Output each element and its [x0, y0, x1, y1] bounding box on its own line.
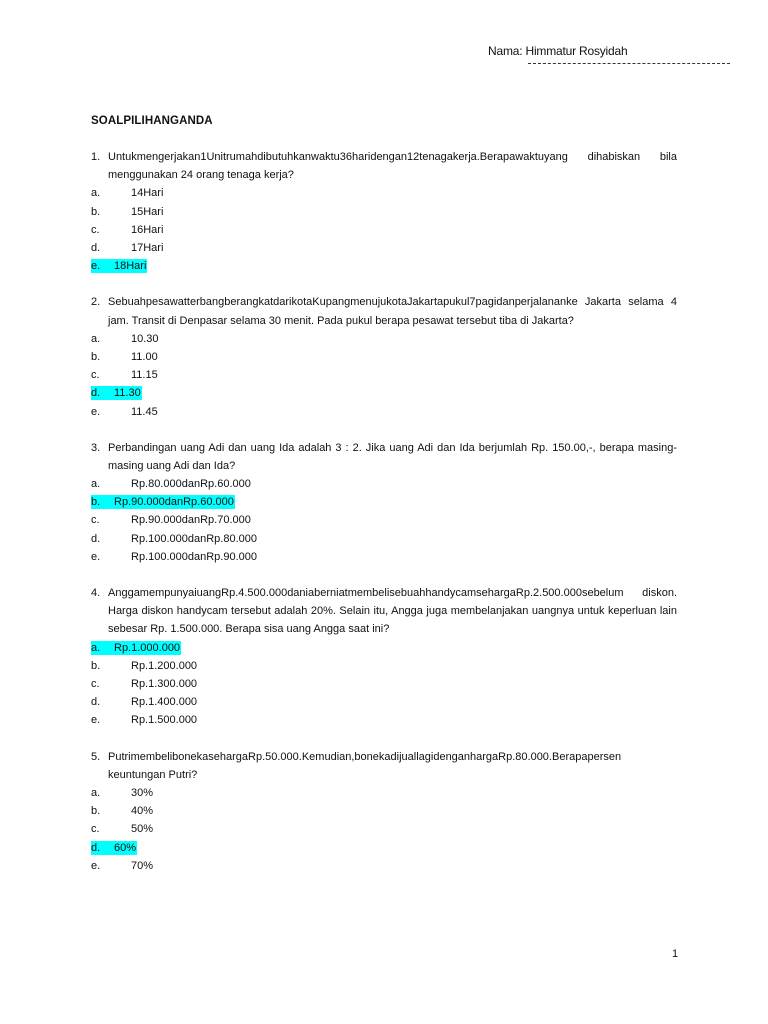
option-text: 11.00 — [131, 350, 158, 363]
question-body: Perbandingan uang Adi dan uang Ida adalah 3 : 2. Jika uang Adi dan Ida berjumlah Rp. 150.00,-, berapa masing-masing uang Adi dan Ida? — [108, 441, 677, 472]
option-letter: d. — [91, 241, 101, 254]
answer-option — [91, 257, 677, 275]
option-letter: d. — [91, 532, 101, 545]
answer-option-content — [131, 859, 154, 873]
answer-option — [91, 802, 677, 820]
option-letter: d. — [91, 841, 101, 854]
question-text — [91, 439, 677, 475]
answer-option — [91, 784, 677, 802]
answer-option — [91, 675, 677, 693]
option-text: 10.30 — [131, 332, 159, 345]
answer-option — [91, 330, 677, 348]
answer-option-content — [131, 513, 252, 527]
question-body: AnggamempunyaiuangRp.4.500.000daniaberniatmembelisebuahhandycamsehargaRp.2.500.000sebelum diskon. Harga diskon handycam tersebut adalah 20%. Selain itu, Angga juga membelanjakan uangnya untuk keperluan lain sebesar Rp. 1.500.000. Berapa sisa uang Angga saat ini? — [108, 587, 677, 636]
answer-option — [91, 475, 677, 493]
option-letter: e. — [91, 550, 101, 563]
student-name: Nama: Himmatur Rosyidah — [488, 44, 628, 58]
option-letter: a. — [91, 641, 101, 654]
option-text: Rp.80.000danRp.60.000 — [131, 478, 251, 491]
answer-option — [91, 693, 677, 711]
option-text: Rp.90.000danRp.60.000 — [114, 496, 234, 509]
question-number: 1. — [91, 151, 101, 163]
question-body: Untukmengerjakan1Unitrumahdibutuhkanwaktu36haridengan12tenagakerja.Berapawaktuyang dihabiskan bila menggunakan 24 orang tenaga kerja? — [108, 151, 677, 182]
answer-option-content — [131, 205, 164, 219]
answer-option-content — [131, 695, 198, 709]
option-letter: c. — [91, 823, 100, 836]
answer-option — [91, 511, 677, 529]
question-text — [91, 293, 677, 329]
answer-option — [91, 403, 677, 421]
question-body: SebuahpesawatterbangberangkatdarikotaKupangmenujukotaJakartapukul7pagidanperjalananke Jakarta selama 4 jam. Transit di Denpasar selama 30 menit. Pada pukul berapa pesawat tersebut tiba di Jakarta? — [108, 296, 677, 327]
answer-option-content — [131, 786, 154, 800]
option-text: 18Hari — [114, 260, 147, 273]
answer-option-content — [131, 223, 164, 237]
question-number: 5. — [91, 750, 101, 763]
section-title: SOALPILIHANGANDA — [91, 115, 213, 127]
answer-option — [91, 657, 677, 675]
question-text — [91, 148, 677, 184]
question-number: 3. — [91, 441, 101, 454]
answer-option-content — [131, 532, 258, 546]
option-text: 11.45 — [131, 405, 158, 418]
answer-option-content — [131, 804, 154, 818]
option-text: 11.15 — [131, 369, 158, 382]
option-text: Rp.90.000danRp.70.000 — [131, 514, 251, 527]
option-text: 17Hari — [131, 241, 164, 254]
answer-option-highlighted — [91, 495, 235, 509]
option-letter: c. — [91, 514, 100, 527]
option-text: 15Hari — [131, 205, 164, 218]
answer-option — [91, 384, 677, 402]
option-text: Rp.1.000.000 — [114, 641, 181, 654]
answer-option-content — [131, 659, 198, 673]
question-item — [91, 439, 677, 566]
question-text — [91, 748, 677, 784]
question-number: 4. — [91, 587, 101, 600]
answer-option-content — [131, 713, 198, 727]
answer-option — [91, 493, 677, 511]
answer-option-content — [131, 186, 164, 200]
option-letter: e. — [91, 260, 101, 273]
option-letter: e. — [91, 405, 101, 418]
name-underline — [528, 63, 730, 64]
option-letter: b. — [91, 659, 101, 672]
answer-option — [91, 530, 677, 548]
question-body: PutrimembelibonekasehargaRp.50.000.Kemudian,bonekadijuallagidenganhargaRp.80.000.Berapapersen keuntungan Putri? — [108, 750, 622, 781]
answer-option — [91, 366, 677, 384]
option-letter: c. — [91, 369, 100, 382]
answer-option — [91, 548, 677, 566]
answer-option — [91, 203, 677, 221]
option-letter: e. — [91, 714, 101, 727]
question-item — [91, 148, 677, 275]
option-letter: b. — [91, 350, 101, 363]
option-text: 70% — [131, 859, 154, 872]
option-text: 16Hari — [131, 223, 164, 236]
answer-option — [91, 639, 677, 657]
option-text: Rp.1.300.000 — [131, 678, 198, 691]
option-letter: c. — [91, 678, 100, 691]
answer-option-content — [131, 332, 160, 346]
option-text: Rp.100.000danRp.90.000 — [131, 550, 257, 563]
answer-option-highlighted — [91, 641, 181, 655]
option-letter: a. — [91, 786, 101, 799]
option-letter: d. — [91, 696, 101, 709]
question-text — [91, 584, 677, 639]
answer-option-content — [131, 550, 258, 564]
answer-option-content — [131, 368, 159, 382]
answer-option — [91, 239, 677, 257]
question-list — [91, 148, 677, 893]
option-text: 30% — [131, 786, 154, 799]
answer-option — [91, 348, 677, 366]
option-text: 50% — [131, 823, 154, 836]
option-letter: a. — [91, 478, 101, 491]
question-number: 2. — [91, 296, 101, 309]
option-letter: b. — [91, 205, 101, 218]
question-item — [91, 293, 677, 420]
option-text: 40% — [131, 805, 154, 818]
answer-option — [91, 184, 677, 202]
question-item — [91, 584, 677, 730]
option-text: 14Hari — [131, 187, 164, 200]
answer-option-content — [131, 241, 164, 255]
answer-option-content — [131, 405, 159, 419]
option-text: Rp.1.200.000 — [131, 659, 198, 672]
answer-option — [91, 839, 677, 857]
option-letter: b. — [91, 496, 101, 509]
answer-option-highlighted — [91, 386, 142, 400]
answer-option — [91, 221, 677, 239]
option-text: Rp.1.400.000 — [131, 696, 198, 709]
option-letter: e. — [91, 859, 101, 872]
answer-option-highlighted — [91, 259, 147, 273]
option-letter: c. — [91, 223, 100, 236]
option-text: Rp.100.000danRp.80.000 — [131, 532, 257, 545]
option-letter: a. — [91, 187, 101, 200]
option-letter: d. — [91, 387, 101, 400]
question-item — [91, 748, 677, 875]
option-letter: a. — [91, 332, 101, 345]
answer-option-highlighted — [91, 841, 137, 855]
answer-option — [91, 820, 677, 838]
option-letter: b. — [91, 805, 101, 818]
option-text: 60% — [114, 841, 137, 854]
answer-option-content — [131, 477, 252, 491]
answer-option — [91, 857, 677, 875]
option-text: 11.30 — [114, 387, 141, 400]
answer-option-content — [131, 677, 198, 691]
option-text: Rp.1.500.000 — [131, 714, 198, 727]
answer-option — [91, 711, 677, 729]
answer-option-content — [131, 822, 154, 836]
page-number: 1 — [672, 948, 679, 960]
answer-option-content — [131, 350, 159, 364]
